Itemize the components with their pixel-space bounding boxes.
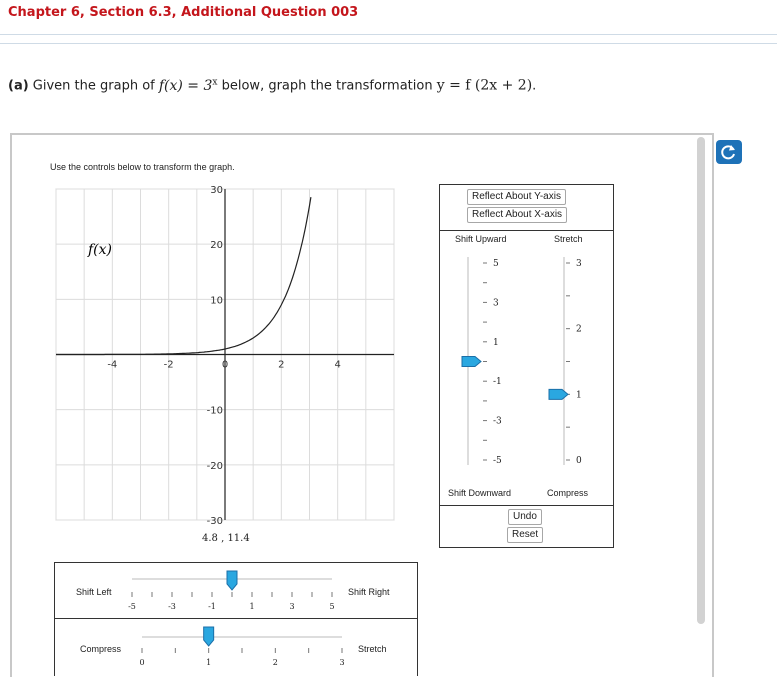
refresh-icon: [716, 140, 742, 164]
horizontal-stretch-slider-handle[interactable]: [204, 627, 214, 646]
question-part: (a): [8, 78, 29, 94]
vertical-stretch-tick-label: 0: [576, 456, 582, 466]
shift-upward-label: Shift Upward: [455, 234, 507, 244]
horizontal-shift-tick-label: -1: [208, 602, 216, 611]
vertical-stretch-tick-label: 2: [576, 324, 582, 335]
x-tick-label: 0: [221, 359, 229, 371]
x-tick-label: -4: [107, 359, 118, 371]
horizontal-stretch-tick-label: 2: [272, 658, 278, 667]
compress-label: Compress: [80, 644, 122, 654]
undo-button[interactable]: Undo: [508, 509, 542, 525]
vertical-stretch-ticks: [566, 259, 582, 466]
vertical-shift-tick-label: 1: [493, 337, 499, 348]
coordinate-readout: 4.8 , 11.4: [202, 533, 250, 544]
shift-right-label: Shift Right: [348, 587, 390, 597]
x-tick-label: 4: [334, 359, 341, 371]
x-tick-label: -2: [163, 359, 174, 371]
divider: [440, 505, 613, 506]
shift-downward-label: Shift Downward: [448, 488, 512, 498]
function-label: f(x): [88, 242, 113, 258]
reflect-y-button[interactable]: Reflect About Y-axis: [467, 189, 566, 205]
horizontal-stretch-ticks: [139, 648, 344, 667]
y-tick-label: 20: [210, 240, 223, 252]
y-tick-label: -30: [206, 516, 223, 525]
divider: [440, 230, 613, 231]
vertical-shift-slider-handle[interactable]: [462, 357, 481, 367]
horizontal-sliders: [120, 565, 360, 675]
transformation-expression: y = f (2x + 2): [436, 77, 533, 94]
divider: [0, 34, 777, 35]
shift-left-label: Shift Left: [76, 587, 112, 597]
reset-button[interactable]: Reset: [507, 527, 543, 543]
stretch-label: Stretch: [358, 644, 387, 654]
horizontal-shift-tick-label: 5: [329, 602, 335, 611]
horizontal-stretch-tick-label: 1: [206, 658, 212, 667]
horizontal-shift-slider-handle[interactable]: [227, 571, 237, 590]
function-exponent: x: [212, 77, 218, 87]
question-text-middle: below, graph the transformation: [217, 78, 437, 94]
y-tick-label: 10: [210, 295, 223, 307]
function-graph[interactable]: [50, 185, 400, 525]
vertical-shift-tick-label: -5: [493, 456, 502, 466]
question-text: [8, 77, 536, 94]
refresh-button[interactable]: [716, 140, 742, 164]
question-text-after: .: [532, 78, 537, 94]
vertical-shift-tick-label: 3: [493, 298, 499, 309]
divider: [0, 43, 777, 44]
vertical-stretch-tick-label: 1: [576, 390, 582, 401]
horizontal-shift-tick-label: -5: [128, 602, 136, 611]
stretch-label: Stretch: [554, 234, 583, 244]
vertical-shift-tick-label: -3: [493, 416, 502, 427]
instructions-text: Use the controls below to transform the graph.: [50, 162, 235, 172]
function-definition: [159, 78, 218, 94]
vertical-shift-tick-label: 5: [493, 259, 499, 269]
vertical-sliders: [440, 250, 610, 475]
horizontal-shift-tick-label: -3: [168, 602, 176, 611]
horizontal-shift-ticks: [128, 592, 334, 611]
reflect-x-button[interactable]: Reflect About X-axis: [467, 207, 567, 223]
page-title: Chapter 6, Section 6.3, Additional Question 003: [8, 5, 359, 20]
horizontal-shift-tick-label: 1: [249, 602, 255, 611]
vertical-stretch-slider-handle[interactable]: [549, 389, 568, 399]
horizontal-stretch-tick-label: 3: [339, 658, 345, 667]
horizontal-stretch-tick-label: 0: [139, 658, 145, 667]
horizontal-shift-tick-label: 3: [289, 602, 295, 611]
question-text-before: Given the graph of: [28, 78, 159, 94]
y-tick-label: -20: [206, 460, 223, 472]
vertical-stretch-tick-label: 3: [576, 259, 582, 269]
y-tick-label: -10: [206, 405, 223, 417]
compress-label: Compress: [547, 488, 589, 498]
vertical-scrollbar[interactable]: [697, 137, 705, 624]
x-tick-label: 2: [278, 359, 285, 371]
function-expression: f(x) = 3: [158, 77, 213, 94]
vertical-shift-ticks: [483, 259, 502, 466]
y-tick-label: 30: [210, 185, 223, 196]
vertical-shift-tick-label: -1: [493, 377, 502, 388]
